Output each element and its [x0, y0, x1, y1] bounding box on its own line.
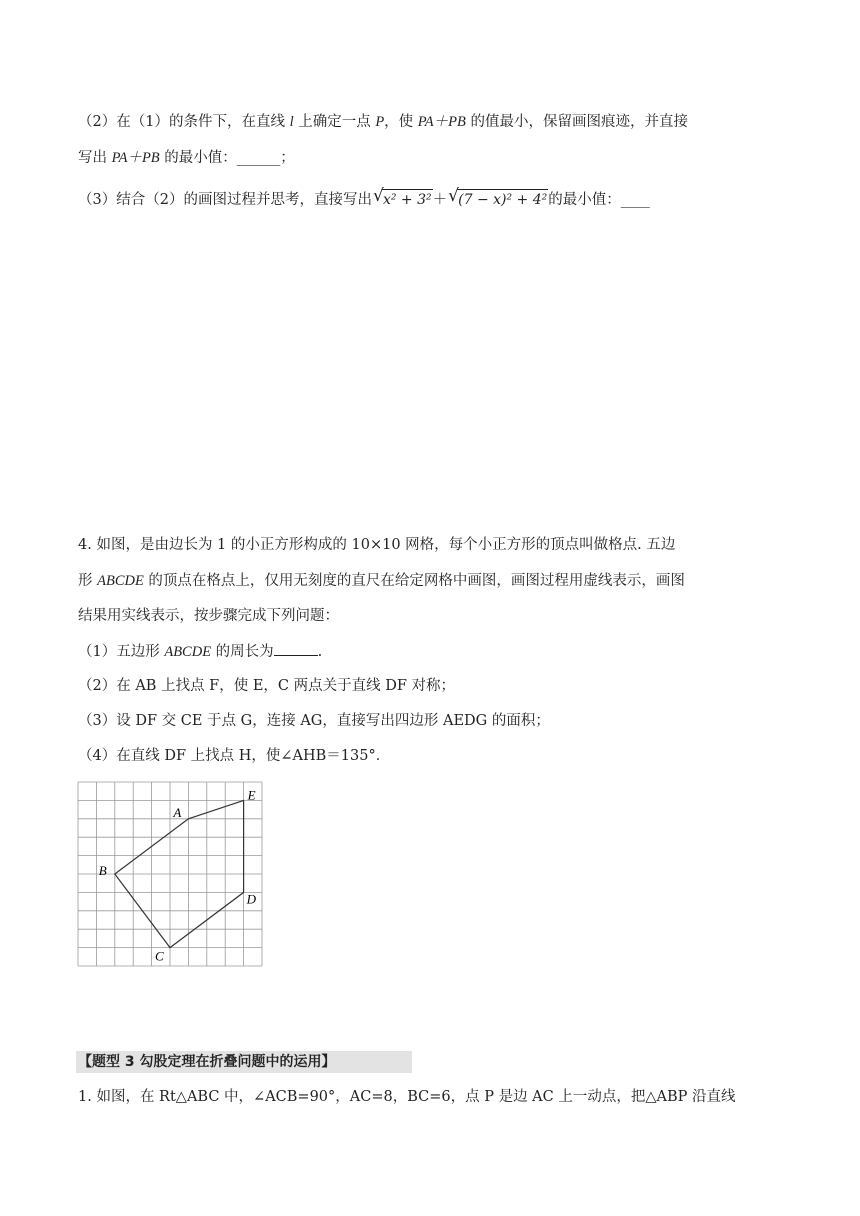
answer-blank: 的最小值：______；	[159, 150, 295, 166]
q4-part4: （4）在直线 DF 上找点 H，使∠AHB＝135°．	[78, 748, 391, 764]
text-segment: （2）在（1）的条件下，在直线	[78, 114, 290, 130]
vertex-label-b: B	[98, 863, 107, 878]
vertex-label-c: C	[155, 948, 164, 964]
q4-intro-line3: 结果用实线表示，按步骤完成下列问题：	[78, 608, 339, 624]
answer-blank	[274, 641, 318, 656]
q4-part2: （2）在 AB 上找点 F，使 E，C 两点关于直线 DF 对称；	[78, 678, 456, 694]
q3-part3-line	[78, 186, 650, 210]
text-segment: （3）结合（2）的画图过程并思考，直接写出	[78, 192, 372, 208]
q4-intro-line1: 4. 如图，是由边长为 1 的小正方形构成的 10×10 网格，每个小正方形的顶点叫做格点. 五边	[78, 537, 676, 553]
pentagon-name: ABCDE	[164, 644, 212, 660]
q3-part2-line1	[78, 112, 688, 132]
point-symbol: P	[375, 114, 385, 130]
q4-part1	[78, 641, 322, 662]
pentagon-name: ABCDE	[97, 573, 144, 589]
text-segment: 形	[78, 573, 98, 589]
expression: PA＋PB	[417, 114, 466, 130]
sqrt-expression-1: √ x² + 3²	[372, 186, 432, 208]
answer-blank: 的最小值：____	[548, 192, 650, 208]
vertex-label-d: D	[246, 891, 256, 907]
vertex-label-e: E	[247, 787, 256, 803]
line-symbol: l	[289, 114, 294, 130]
text-segment: 的顶点在格点上，仅用无刻度的直尺在给定网格中画图，画图过程用虚线表示，画图	[143, 573, 685, 589]
sqrt-expression-2: √ (7 − x)² + 4²	[448, 186, 548, 208]
text-segment: 的周长为	[211, 644, 274, 660]
text-segment: ，使	[384, 114, 418, 130]
q4-intro-line2	[78, 571, 685, 591]
text-segment: 写出	[78, 150, 112, 166]
section-heading: 【题型 3 勾股定理在折叠问题中的运用】	[76, 1051, 412, 1073]
q3-part2-line2	[78, 148, 295, 168]
vertex-label-a: A	[173, 804, 182, 820]
radicand-1: x² + 3²	[382, 189, 433, 210]
text-segment: 上确定一点	[293, 114, 376, 130]
text-segment: （1）五边形	[78, 644, 165, 660]
plus-sign: ＋	[432, 192, 448, 208]
text-segment: .	[317, 644, 323, 660]
section3-q1: 1. 如图，在 Rt△ABC 中，∠ACB=90°，AC=8，BC=6，点 P 是边 AC 上一动点，把△ABP 沿直线	[78, 1089, 736, 1105]
text-segment: 的值最小，保留画图痕迹，并直接	[465, 114, 688, 130]
grid-figure	[72, 776, 272, 976]
radicand-2: (7 − x)² + 4²	[457, 189, 548, 210]
expression: PA＋PB	[111, 150, 160, 166]
q4-part3: （3）设 DF 交 CE 于点 G，连接 AG，直接写出四边形 AEDG 的面积；	[78, 713, 550, 729]
